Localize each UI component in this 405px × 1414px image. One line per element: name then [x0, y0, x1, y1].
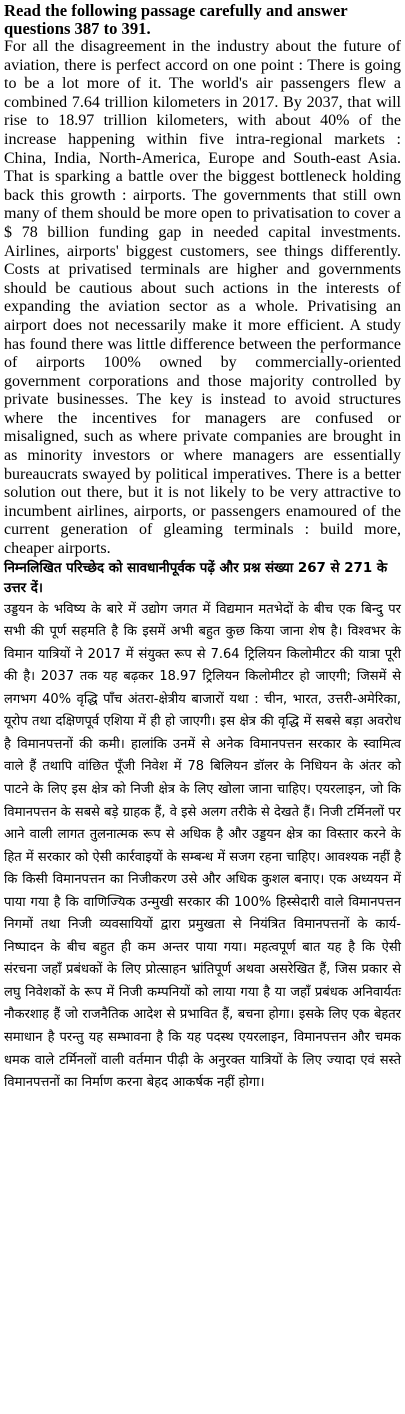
hindi-passage: उड्डयन के भविष्य के बारे में उद्योग जगत में विद्यमान मतभेदों के बीच एक बिन्दु पर सभी की पूर्ण सहमति है कि इसमें अभी बहुत कुछ किया जाना शेष है। विश्वभर के विमान यात्रियों ने 2017 में संयुक्त रूप से 7.64 ट्रिलियन किलोमीटर की यात्रा पूरी की है। 2037 तक यह बढ़कर 18.97 ट्रिलियन किलोमीटर हो जाएगी; जिसमें से लगभग 40% वृद्धि पाँच अंतरा-क्षेत्रीय बाजारों यथा : चीन, भारत, उत्तरी-अमेरिका, यूरोप तथा दक्षिणपूर्व एशिया में ही हो जाएगी। इस क्षेत्र की वृद्धि में सबसे बड़ा अवरोध है विमानपत्तनों की कमी। हालांकि उनमें से अनेक विमानपत्तन सरकार के स्वामित्व वाले हैं तथापि वांछित पूँजी निवेश में 78 बिलियन डॉलर के निधियन के अंतर को पाटने के लिए इस क्षेत्र को निजी क्षेत्र के लिए खोला जाना चाहिए। एयरलाइन, जो कि विमानपत्तन के सबसे बड़े ग्राहक हैं, वे इसे अलग तरीके से देखते हैं। निजी टर्मिनलों पर आने वाली लागत तुलनात्मक रूप से अधिक है और उड्डयन क्षेत्र का विस्तार करने के हित में सरकार को ऐसी कार्रवाइयों के सम्बन्ध में सजग रहना चाहिए। आवश्यक नहीं है कि किसी विमानपत्तन का निजीकरण उसे और अधिक कुशल बनाए। एक अध्ययन में पाया गया है कि वाणिज्यिक उन्मुखी सरकार की 100% हिस्सेदारी वाले विमानपत्तन निगमों तथा निजी व्यवसायियों द्वारा प्रमुखता से नियंत्रित विमानपत्तनों के कार्य-निष्पादन के बीच बहुत ही कम अन्तर पाया गया। महत्वपूर्ण बात यह है कि ऐसी संरचना जहाँ प्रबंधकों के लिए प्रोत्साहन भ्रांतिपूर्ण अथवा असरेखित हैं, जिस प्रकार से लघु निवेशकों के रूप में निजी कम्पनियों को लाया गया है या जहाँ प्रबंधक अनिवार्यतः नौकरशाह हैं जो राजनैतिक आदेश से प्रभावित हैं, बचना होगा। इसके लिए एक बेहतर समाधान है परन्तु यह सम्भावना है कि यह पदस्थ एयरलाइन, विमानपत्तन और चमक धमक वाले टर्मिनलों वाली वर्तमान पीढ़ी के अनुरक्त यात्रियों के लिए ज्यादा एवं सस्ते विमानपत्तनों का निर्माण करना बेहद आकर्षक नहीं होगा। [4, 601, 401, 1091]
english-instruction-heading: Read the following passage carefully and answer questions 387 to 391. [4, 1, 348, 38]
english-passage: For all the disagreement in the industry about the future of aviation, there is perfect accord on one point : There is going to be a lot more of it. The world's air passengers flew a combined 7.64 trillion kilometers in 2017. By 2037, that will rise to 18.97 trillion kilometers, with about 40% of the increase happening within five intra-regional markets : China, India, North-America, Europe and South-east Asia. That is sparking a battle over the biggest bottleneck holding back this growth : airports. The governments that still own many of them should be more open to privatisation to cover a $ 78 billion funding gap in needed capital investments. Airlines, airports' biggest customers, see things differently. Costs at privatised terminals are higher and governments should be cautious about such actions in the interests of expanding the aviation sector as a whole. Privatising an airport does not necessarily make it more efficient. A study has found there was little difference between the performance of airports 100% owned by commercially-oriented government corporations and those majority controlled by private businesses. The key is instead to avoid structures where the incentives for managers are confused or misaligned, such as where private companies are brought in as minority investors or where managers are essentially bureaucrats swayed by political imperatives. There is a better solution out there, but it is not likely to be very attractive to incumbent airlines, airports, or passengers enamoured of the current generation of gleaming terminals : build more, cheaper airports. [4, 38, 401, 558]
hindi-instruction-heading: निम्नलिखित परिच्छेद को सावधानीपूर्वक पढ़ें और प्रश्न संख्या 267 से 271 के उत्तर दें। [4, 560, 388, 596]
